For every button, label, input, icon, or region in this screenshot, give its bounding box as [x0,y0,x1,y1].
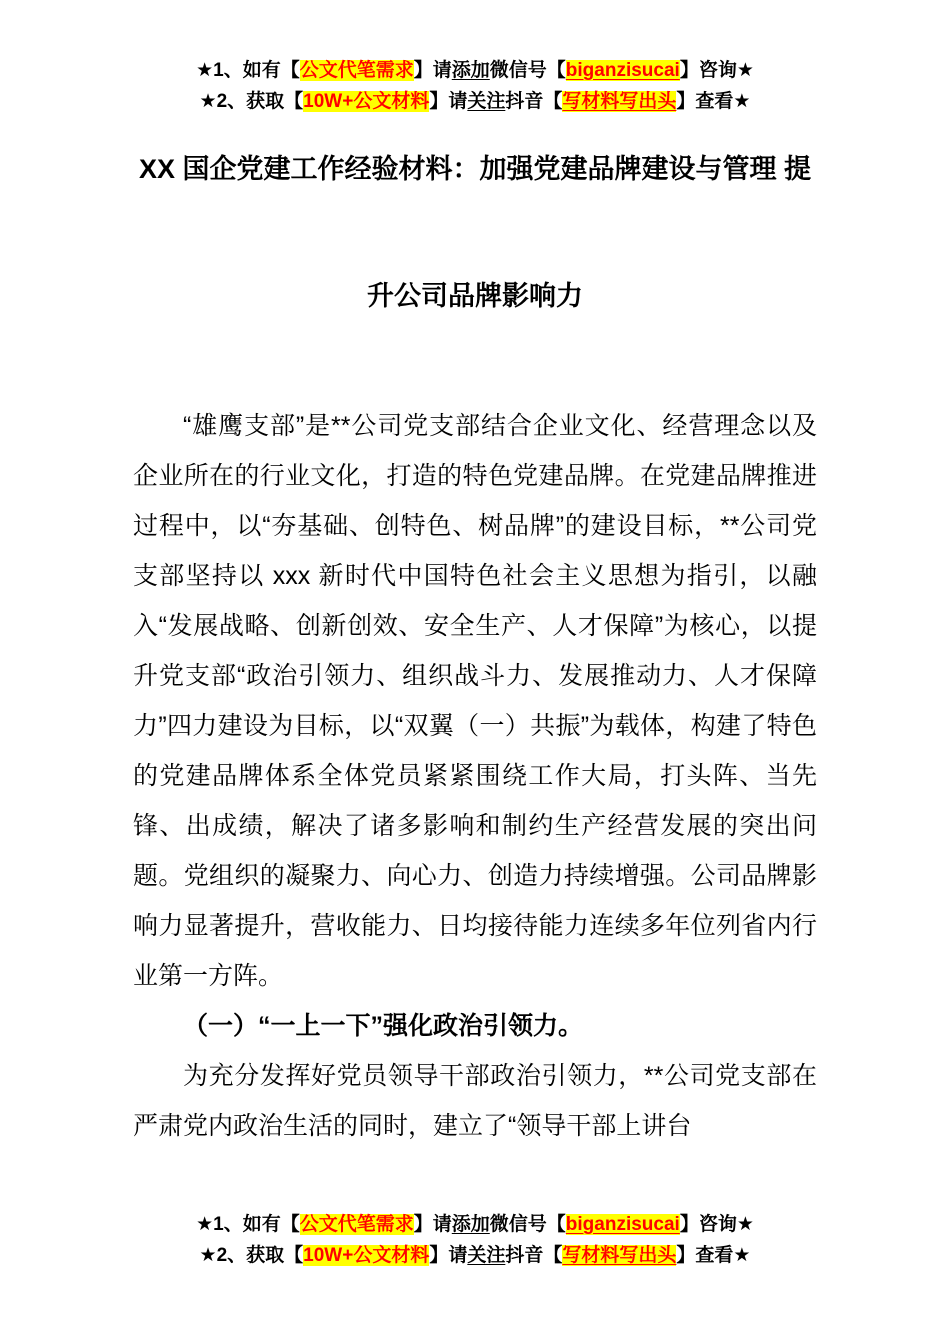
notice-text: 微信号【 [489,60,566,81]
notice-text: 】咨询★ [679,60,754,81]
notice-text: 抖音【 [505,91,563,112]
notice-text: 】查看★ [676,91,751,112]
document-title-line-2: 升公司品牌影响力 [367,281,583,311]
douyin-id: 写材料写出头 [562,1245,677,1266]
footer-notice-line-2 [0,1240,950,1271]
notice-text: 】请 [429,91,468,112]
notice-text: 】查看★ [676,1245,751,1266]
notice-text: ★1、如有【 [196,1214,300,1235]
section-heading-1: （一）“一上一下”强化政治引领力。 [183,1012,584,1040]
service-keyword: 公文代笔需求 [299,1214,414,1235]
materials-keyword: 10W+公文材料 [303,91,430,112]
notice-text: 】请 [413,60,452,81]
wechat-id: biganzisucai [565,1214,680,1235]
notice-text: ★1、如有【 [196,60,300,81]
body-paragraph-2: 为充分发挥好党员领导干部政治引领力，**公司党支部在严肃党内政治生活的同时，建立了“领导干部上讲台 [133,1062,817,1140]
notice-text: 】请 [429,1245,468,1266]
add-action-text: 添加 [451,1214,490,1235]
add-action-text: 添加 [451,60,490,81]
notice-text: 微信号【 [489,1214,566,1235]
footer-notice-line-1 [0,1209,950,1240]
document-body [133,401,817,1151]
wechat-id: biganzisucai [565,60,680,81]
follow-action-text: 关注 [467,91,506,112]
notice-text: ★2、获取【 [199,1245,304,1266]
materials-keyword: 10W+公文材料 [303,1245,430,1266]
footer-notice [0,1209,950,1271]
notice-text: ★2、获取【 [199,91,304,112]
header-notice-line-2 [0,86,950,117]
body-paragraph-1: “雄鹰支部”是**公司党支部结合企业文化、经营理念以及企业所在的行业文化，打造的特色党建品牌。在党建品牌推进过程中，以“夯基础、创特色、树品牌”的建设目标，**公司党支部坚持以 xxx 新时代中国特色社会主义思想为指引，以融入“发展战略、创新创效、安全生产、人才保障”为核心，以提升党支部“政治引领力、组织战斗力、发展推动力、人才保障力”四力建设为目标，以“双翼（一）共振”为载体，构建了特色的党建品牌体系全体党员紧紧围绕工作大局，打头阵、当先锋、出成绩，解决了诸多影响和制约生产经营发展的突出问题。党组织的凝聚力、向心力、创造力持续增强。公司品牌影响力显著提升，营收能力、日均接待能力连续多年位列省内行业第一方阵。 [133,412,817,990]
follow-action-text: 关注 [467,1245,506,1266]
notice-text: 抖音【 [505,1245,563,1266]
header-notice-line-1 [0,55,950,86]
douyin-id: 写材料写出头 [562,91,677,112]
document-title-line-1: XX 国企党建工作经验材料：加强党建品牌建设与管理 提 [138,154,812,184]
service-keyword: 公文代笔需求 [299,60,414,81]
notice-text: 】咨询★ [679,1214,754,1235]
notice-text: 】请 [413,1214,452,1235]
header-notice [0,0,950,117]
